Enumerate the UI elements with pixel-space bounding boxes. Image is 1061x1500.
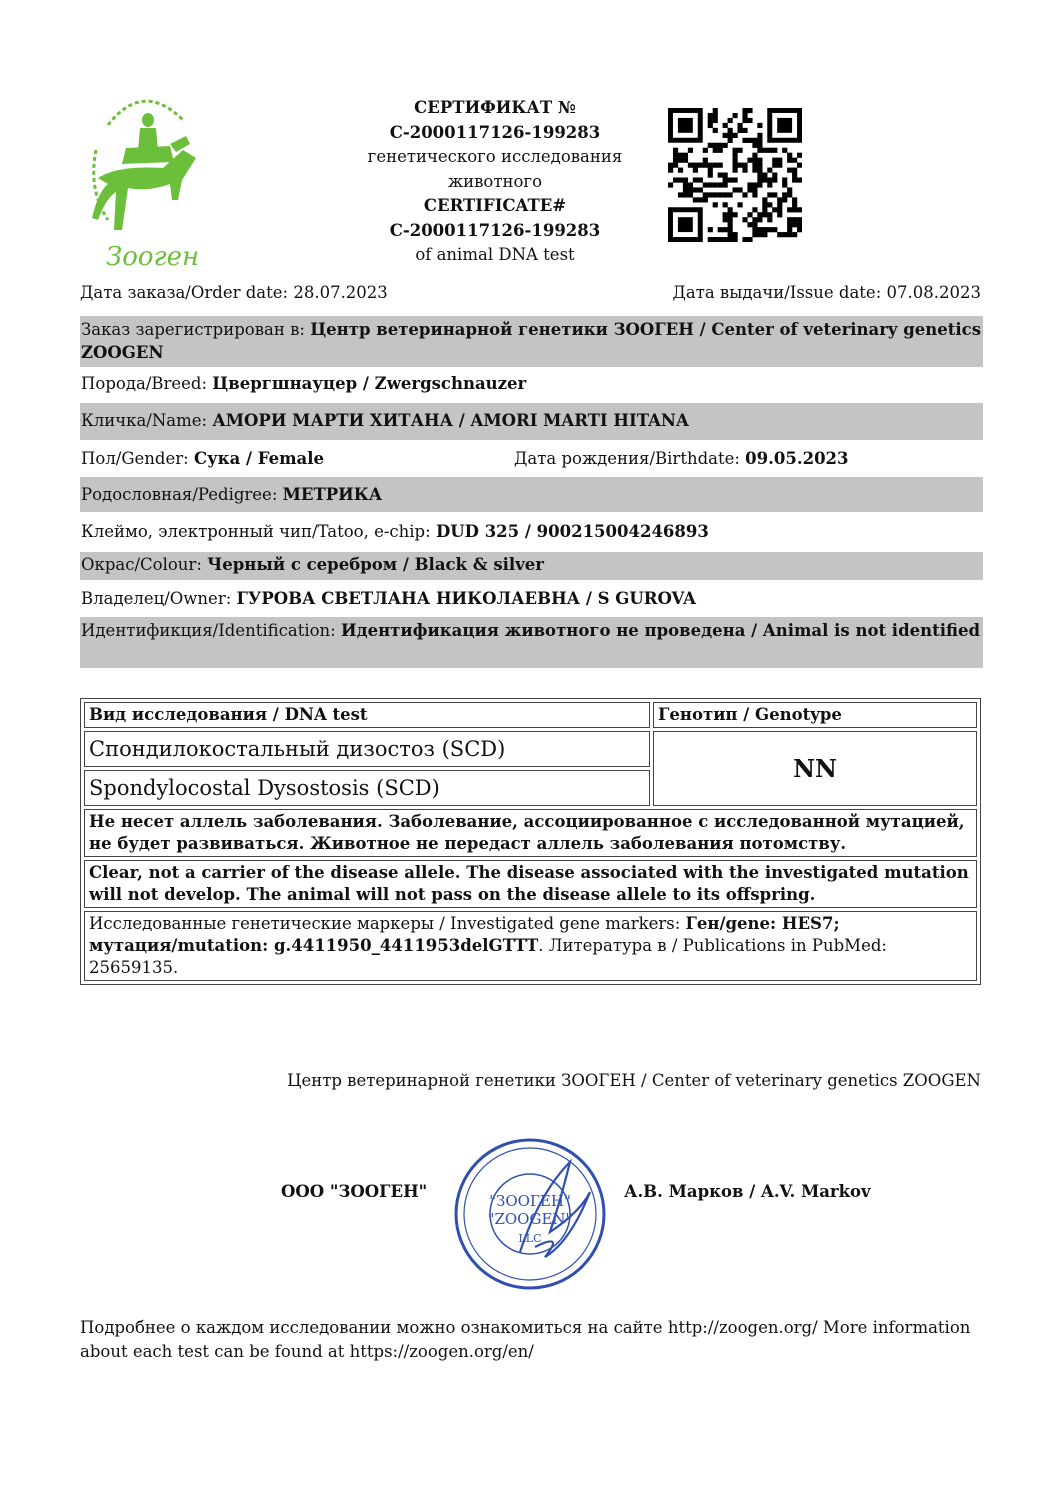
- colour-row: [80, 552, 983, 580]
- chip-value: DUD 325 / 900215004246893: [435, 522, 709, 541]
- title-en: CERTIFICATE#: [423, 196, 567, 215]
- certificate-header: [330, 96, 660, 268]
- subtitle-en: of animal DNA test: [415, 245, 575, 264]
- stamp-text-2: "ZOOGEN": [487, 1210, 573, 1228]
- order-date-value: 28.07.2023: [293, 283, 388, 302]
- breed-row: [80, 371, 983, 396]
- stamp-seal-icon: [450, 1132, 610, 1292]
- title-ru: СЕРТИФИКАТ №: [414, 98, 576, 117]
- markers-gene: Ген/gene: HES7; мутация/mutation: g.4411950_4411953delGTTT: [89, 914, 840, 955]
- gender-label: Пол/Gender:: [81, 449, 194, 468]
- birthdate-value: 09.05.2023: [745, 449, 849, 468]
- col-header-genotype: Генотип / Genotype: [653, 702, 977, 728]
- zoogen-logo: [78, 80, 208, 275]
- markers-tail: . Литература в / Publications in PubMed: 25659135.: [89, 936, 887, 977]
- subtitle-ru-1: генетического исследования: [367, 147, 623, 166]
- breed-value: Цвергшнауцер / Zwergschnauzer: [212, 374, 527, 393]
- pedigree-value: МЕТРИКА: [282, 485, 383, 504]
- dates-line: [80, 283, 981, 302]
- conclusion-en: Clear, not a carrier of the disease allele. The disease associated with the investigated mutation will not develop. The animal will not pass on the disease allele to its offspring.: [84, 860, 977, 908]
- results-table: [80, 698, 981, 985]
- markers-label: Исследованные генетические маркеры / Investigated gene markers:: [89, 914, 686, 933]
- genotype-value: NN: [653, 731, 977, 806]
- issue-date-value: 07.08.2023: [886, 283, 981, 302]
- colour-value: Черный с серебром / Black & silver: [207, 555, 544, 574]
- identification-row: [80, 617, 983, 668]
- gender-value: Сука / Female: [193, 449, 325, 468]
- owner-label: Владелец/Owner:: [81, 589, 237, 608]
- identification-label: Идентификция/Identification:: [81, 621, 341, 640]
- test-name-en: Spondylocostal Dysostosis (SCD): [84, 770, 650, 806]
- breed-label: Порода/Breed:: [81, 374, 213, 393]
- issue-date-label: Дата выдачи/Issue date:: [672, 283, 887, 302]
- conclusion-ru: Не несет аллель заболевания. Заболевание, ассоциированное с исследованной мутацией, не будет развиваться. Животное не передаст аллель заболевания потомству.: [84, 809, 977, 857]
- number-en: C-2000117126-199283: [389, 220, 601, 240]
- test-name-ru: Спондилокостальный дизостоз (SCD): [84, 731, 650, 767]
- center-signature-line: Центр ветеринарной генетики ЗООГЕН / Center of veterinary genetics ZOOGEN: [287, 1071, 981, 1090]
- stamp-text-1: "ЗООГЕН": [489, 1192, 571, 1210]
- qr-code-icon: [668, 108, 802, 242]
- chip-label: Клеймо, электронный чип/Tatoo, e-chip:: [81, 522, 436, 541]
- registered-label: Заказ зарегистрирован в:: [81, 320, 311, 339]
- number-ru: C-2000117126-199283: [389, 122, 601, 142]
- identification-value: Идентификация животного не проведена / Animal is not identified: [340, 621, 981, 640]
- name-row: [80, 403, 983, 440]
- owner-row: [80, 586, 983, 611]
- birthdate-label: Дата рождения/Birthdate:: [514, 449, 746, 468]
- colour-label: Окрас/Colour:: [81, 555, 208, 574]
- col-header-test: Вид исследования / DNA test: [84, 702, 650, 728]
- gender-row: [80, 446, 983, 472]
- pedigree-label: Родословная/Pedigree:: [81, 485, 283, 504]
- pedigree-row: [80, 477, 983, 512]
- name-value: АМОРИ МАРТИ ХИТАНА / AMORI MARTI HITANA: [212, 411, 689, 430]
- logo-text: Зооген: [106, 242, 200, 272]
- stamp-text-3: LLC: [518, 1232, 542, 1245]
- owner-value: ГУРОВА СВЕТЛАНА НИКОЛАЕВНА / S GUROVA: [236, 589, 696, 608]
- registered-row: [80, 316, 983, 367]
- footer-note: Подробнее о каждом исследовании можно ознакомиться на сайте http://zoogen.org/ More information about each test can be found at https://zoogen.org/en/: [80, 1318, 971, 1361]
- name-label: Кличка/Name:: [81, 411, 213, 430]
- signer-name: А.В. Марков / A.V. Markov: [624, 1182, 871, 1201]
- subtitle-ru-2: животного: [447, 171, 543, 191]
- registered-value: Центр ветеринарной генетики ЗООГЕН / Center of veterinary genetics ZOOGEN: [81, 320, 981, 362]
- company-name: ООО "ЗООГЕН": [281, 1182, 428, 1201]
- markers-cell: [84, 911, 977, 981]
- chip-row: [80, 519, 983, 544]
- order-date-label: Дата заказа/Order date:: [80, 283, 294, 302]
